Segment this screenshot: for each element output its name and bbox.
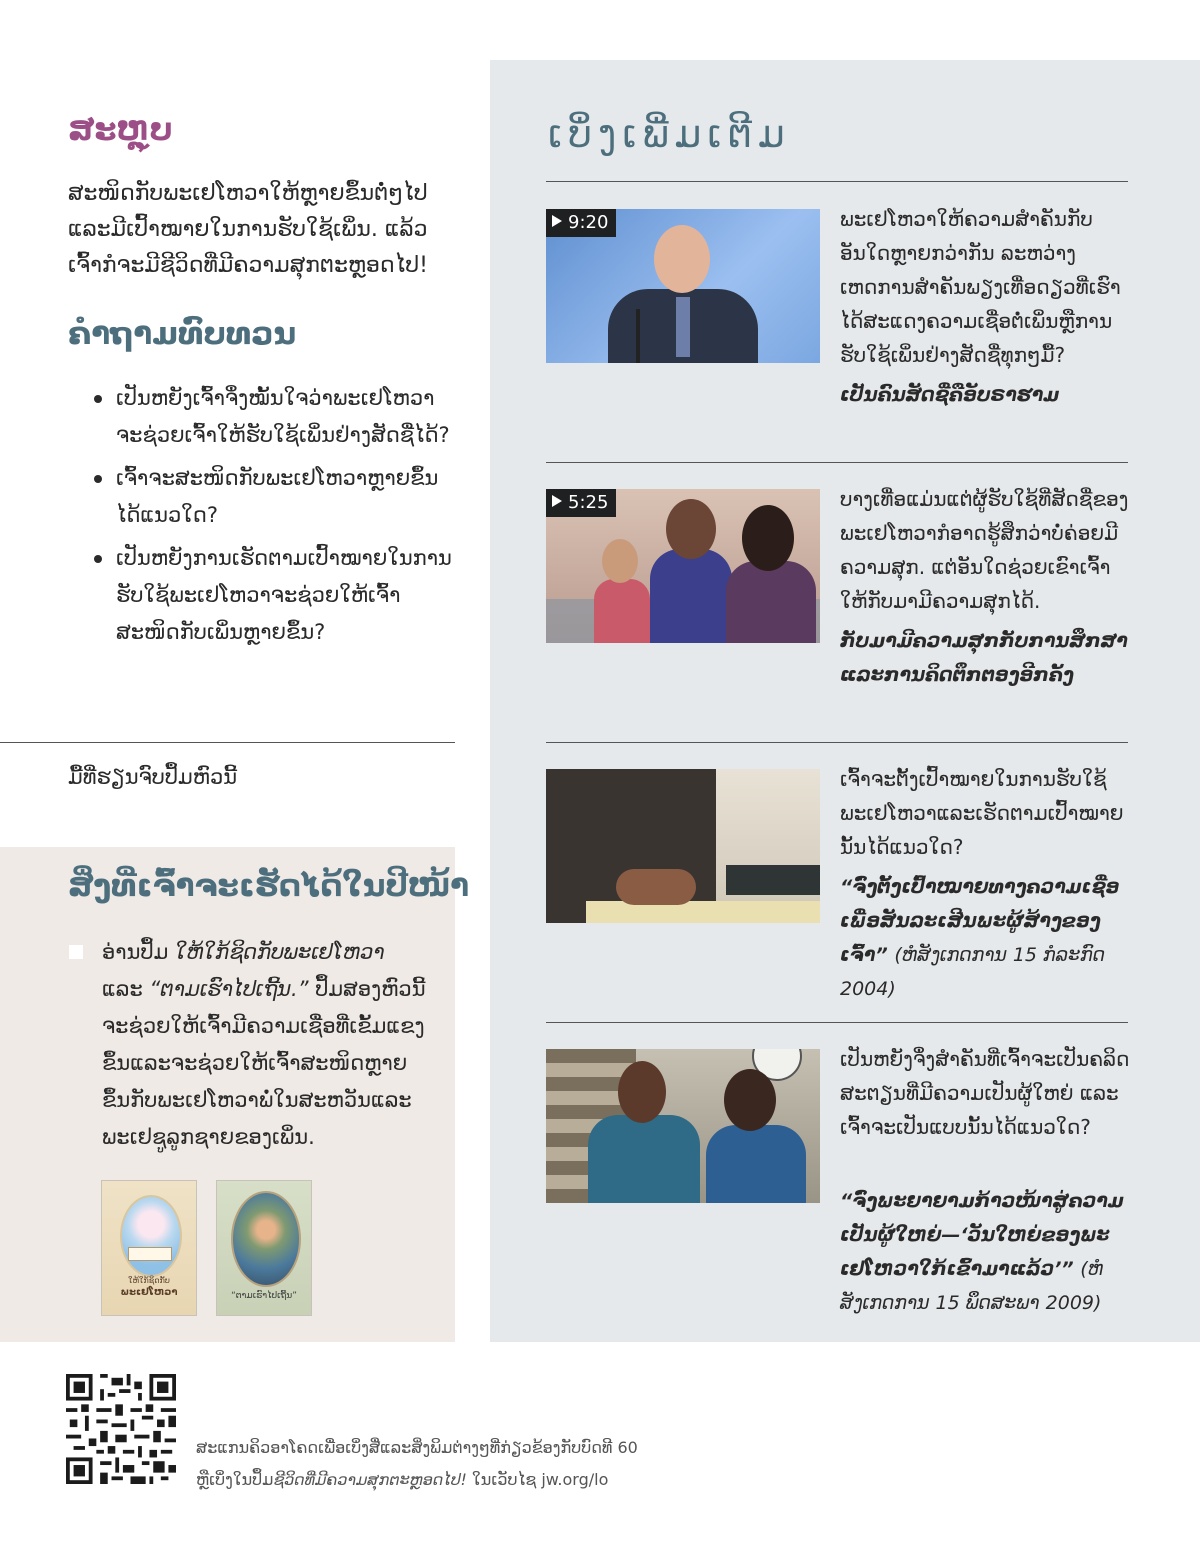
book xyxy=(726,865,820,895)
cover-art xyxy=(231,1191,301,1287)
see-more-heading: ເບິ່ງເພີ່ມເຕີມ xyxy=(548,112,791,156)
article-image[interactable] xyxy=(546,769,820,923)
article-link[interactable] xyxy=(840,870,1130,1006)
cover-title: “ຕາມເຮົາໄປເຖີ້ນ” xyxy=(231,1291,297,1301)
nurse-head xyxy=(724,1069,776,1131)
cover-subtitle: ໃຫ້ໃກ້ຊິດກັບ xyxy=(128,1276,170,1285)
next-year-text-part: ແລະ xyxy=(102,977,150,1001)
review-question-list xyxy=(92,380,458,657)
woman-figure xyxy=(650,549,732,643)
cover-title: ພະເຢໂຫວາ xyxy=(120,1287,178,1298)
see-more-panel xyxy=(490,60,1200,1342)
article-reference: (ຫໍສັງເກດການ 15 ກໍລະກົດ 2004) xyxy=(840,944,1106,1000)
goal-checkbox[interactable] xyxy=(69,945,83,959)
nurse-head xyxy=(618,1061,666,1123)
summary-text: ສະໜິດກັບພະເຢໂຫວາໃຫ້ຫຼາຍຂຶ້ນຕໍ່ໆໄປ ແລະມີເປົ້າໝາຍໃນການຮັບໃຊ້ເພິ່ນ. ແລ້ວເຈົ້າກໍຈະມີຊີວິດທີ່ມີຄວາມສຸກຕະຫຼອດໄປ! xyxy=(68,181,428,278)
item-description: ເປັນຫຍັງຈຶ່ງສຳຄັນທີ່ເຈົ້າຈະເປັນຄລິດສະຕຽນທີ່ມີຄວາມເປັນຜູ້ໃຫຍ່ ແລະເຈົ້າຈະເປັນແບບນັ້ນໄດ້ແນວໃດ? xyxy=(840,1047,1130,1139)
duration-text: 9:20 xyxy=(568,212,609,233)
video-duration-badge xyxy=(546,489,616,517)
summary-heading: ສະຫຼຸບ xyxy=(68,110,173,148)
review-question: ເປັນຫຍັງການເຮັດຕາມເປົ້າໝາຍໃນການຮັບໃຊ້ພະເຢໂຫວາຈະຊ່ວຍໃຫ້ເຈົ້າສະໜິດກັບເພິ່ນຫຼາຍຂຶ້ນ? xyxy=(92,540,458,651)
child-figure xyxy=(594,579,650,643)
book-title-link[interactable]: “ຕາມເຮົາໄປເຖີ້ນ.” xyxy=(149,977,309,1001)
divider xyxy=(546,1022,1128,1023)
item-description: ພະເຢໂຫວາໃຫ້ຄວາມສຳຄັນກັບອັນໃດຫຼາຍກວ່າກັນ ລະຫວ່າງເຫດການສຳຄັນພຽງເທື່ອດຽວທີ່ເຮົາໄດ້ສະແດງຄວາມເຊື່ອຕໍ່ເພິ່ນຫຼືການຮັບໃຊ້ເພິ່ນຢ່າງສັດຊື່ທຸກໆມື້? xyxy=(840,207,1121,367)
woman-figure xyxy=(726,561,816,643)
book-cover-follow-me[interactable] xyxy=(216,1180,312,1316)
article-link[interactable] xyxy=(840,1184,1130,1320)
divider xyxy=(546,181,1128,182)
video-thumbnail[interactable] xyxy=(546,209,820,363)
next-year-text-part: ອ່ານປຶ້ມ xyxy=(102,940,175,964)
child-head xyxy=(602,539,638,583)
article-title: “ຈົ່ງພະຍາຍາມກ້າວໜ້າສູ່ຄວາມເປັນຜູ້ໃຫຍ່—‘ວັນໃຫຍ່ຂອງພະເຢໂຫວາໃກ້ເຂົ້າມາແລ້ວ’” xyxy=(840,1190,1124,1280)
article-reference: (ຫໍສັງເກດການ 15 ພຶດສະພາ 2009) xyxy=(840,1258,1104,1314)
writing-hand xyxy=(616,869,696,905)
tie xyxy=(676,297,690,357)
woman-head xyxy=(742,505,794,571)
footer-text xyxy=(196,1432,638,1496)
item-description: ເຈົ້າຈະຕັ້ງເປົ້າໝາຍໃນການຮັບໃຊ້ພະເຢໂຫວາແລະເຮັດຕາມເປົ້າໝາຍນັ້ນໄດ້ແນວໃດ? xyxy=(840,767,1124,859)
paper xyxy=(586,901,820,923)
book-cover-draw-close[interactable] xyxy=(101,1180,197,1316)
footer-line: ຫຼືເບິ່ງໃນປຶ້ມ xyxy=(196,1470,274,1489)
next-year-heading: ສິ່ງທີ່ເຈົ້າຈະເຮັດໄດ້ໃນປີໜ້າ xyxy=(68,868,470,904)
next-year-text-part: ປຶ້ມສອງຫົວນີ້ຈະຊ່ວຍໃຫ້ເຈົ້າມີຄວາມເຊື່ອທີ່ເຂັ້ມແຂງຂຶ້ນແລະຈະຊ່ວຍໃຫ້ເຈົ້າສະໜິດຫຼາຍຂຶ້ນກັບພະເຢໂຫວາພໍ່ໃນສະຫວັນແລະພະເຢຊູລູກຊາຍຂອງເພິ່ນ. xyxy=(102,977,426,1149)
speaker-head xyxy=(654,225,710,293)
video-title-link[interactable]: ກັບມາມີຄວາມສຸກກັບການສຶກສາແລະການຄິດຕຶກຕອງອີກຄັ້ງ xyxy=(840,630,1128,686)
review-question: ເປັນຫຍັງເຈົ້າຈຶ່ງໝັ້ນໃຈວ່າພະເຢໂຫວາຈະຊ່ວຍເຈົ້າໃຫ້ຮັບໃຊ້ເພິ່ນຢ່າງສັດຊື່ໄດ້? xyxy=(92,380,458,454)
play-icon xyxy=(552,215,562,227)
divider xyxy=(0,742,455,743)
next-year-text xyxy=(102,934,432,1156)
item-description: ບາງເທື່ອແມ່ນແຕ່ຜູ້ຮັບໃຊ້ທີ່ສັດຊື່ຂອງພະເຢໂຫວາກໍອາດຮູ້ສຶກວ່າບໍ່ຄ່ອຍມີຄວາມສຸກ. ແຕ່ອັນໃດຊ່ວຍເຂົາເຈົ້າໃຫ້ກັບມາມີຄວາມສຸກໄດ້. xyxy=(840,487,1129,613)
book-title-link[interactable]: ຊີວິດທີ່ມີຄວາມສຸກຕະຫຼອດໄປ! xyxy=(273,1470,467,1489)
video-title-link[interactable]: ເປັນຄົນສັດຊື່ຄືອັບຣາຮາມ xyxy=(840,384,1060,406)
nurse-figure xyxy=(588,1115,700,1203)
review-question: ເຈົ້າຈະສະໜິດກັບພະເຢໂຫວາຫຼາຍຂຶ້ນໄດ້ແນວໃດ? xyxy=(92,460,458,534)
divider xyxy=(546,462,1128,463)
open-book-icon xyxy=(128,1247,172,1261)
article-image[interactable] xyxy=(546,1049,820,1203)
completion-date-label: ມື້ທີ່ຮຽນຈົບປຶ້ມຫົວນີ້ xyxy=(68,765,238,789)
article-title: “ຈົ່ງຕັ້ງເປົ້າໝາຍທາງຄວາມເຊື່ອເພື່ອສັນລະເສີນພະຜູ້ສ້າງຂອງເຈົ້າ” xyxy=(840,876,1120,966)
cover-art xyxy=(120,1195,182,1277)
video-duration-badge xyxy=(546,209,616,237)
footer-line: ສະແກນຄິວອາໂຄດເພື່ອເບິ່ງສື່ແລະສິ່ງພິມຕ່າງໆທີ່ກ່ຽວຂ້ອງກັບບົດທີ 60 xyxy=(196,1438,638,1457)
book-title-link[interactable]: ໃຫ້ໃກ້ຊິດກັບພະເຢໂຫວາ xyxy=(174,940,385,964)
qr-code-icon[interactable] xyxy=(66,1374,176,1484)
review-heading: ຄຳຖາມທົບທວນ xyxy=(68,316,297,352)
woman-head xyxy=(666,499,716,559)
microphone xyxy=(636,309,640,363)
website-link[interactable]: ໃນເວັບໄຊ jw.org/lo xyxy=(466,1470,609,1489)
play-icon xyxy=(552,495,562,507)
video-thumbnail[interactable] xyxy=(546,489,820,643)
divider xyxy=(546,742,1128,743)
duration-text: 5:25 xyxy=(568,492,609,513)
nurse-figure xyxy=(706,1125,806,1203)
